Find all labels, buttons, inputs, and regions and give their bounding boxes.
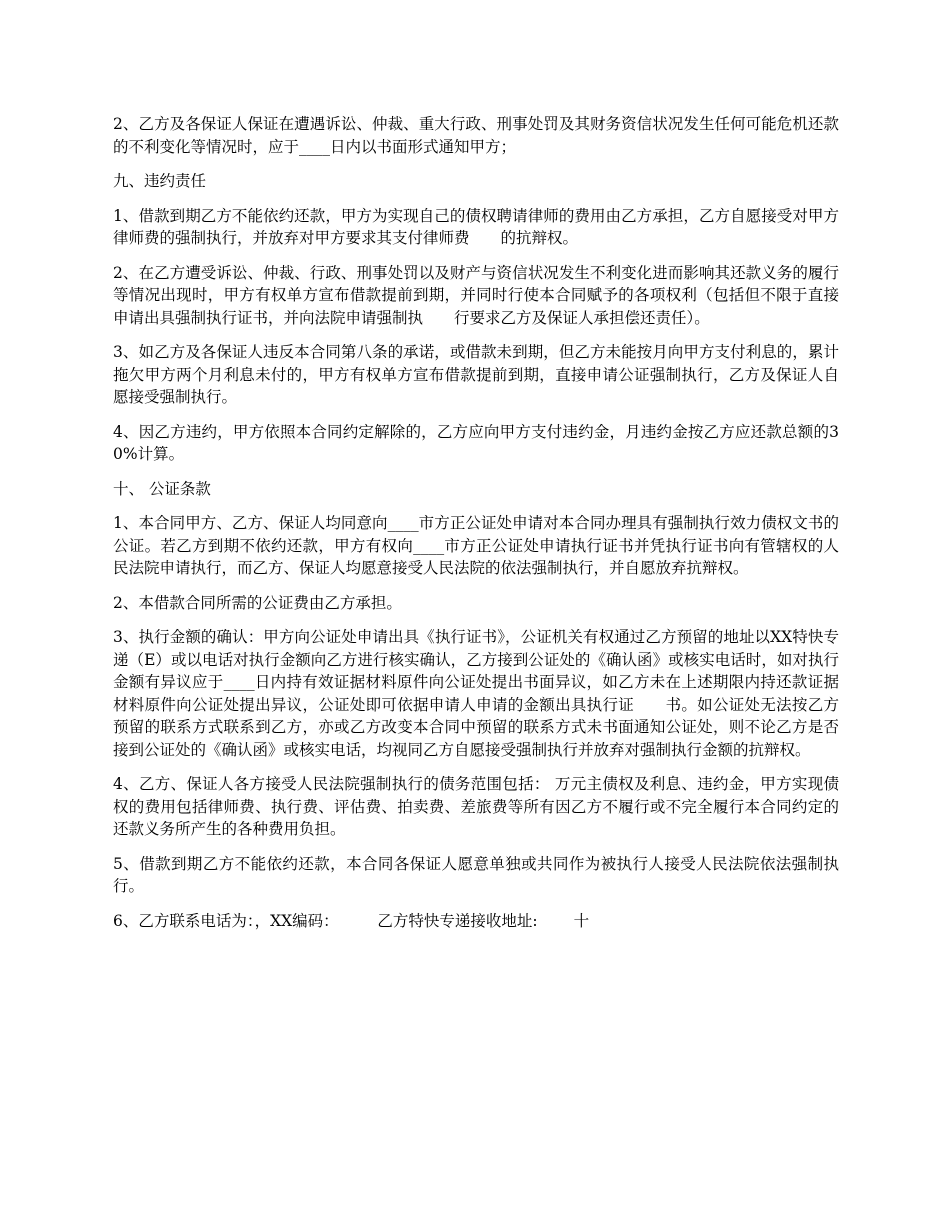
clause-10-5: 5、借款到期乙方不能依约还款，本合同各保证人愿意单独或共同作为被执行人接受人民法院依法强制执行。 bbox=[113, 854, 839, 895]
document-body bbox=[113, 113, 839, 944]
clause-9-3: 3、如乙方及各保证人违反本合同第八条的承诺，或借款未到期，但乙方未能按月向甲方支付利息的，累计拖欠甲方两个月利息未付的，甲方有权单方宣布借款提前到期，直接申请公证强制执行，乙方及保证人自愿接受强制执行。 bbox=[113, 343, 839, 406]
clause-10-1: 1、本合同甲方、乙方、保证人均同意向____市方正公证处申请对本合同办理具有强制执行效力债权文书的公证。若乙方到期不依约还款，甲方有权向____市方正公证处申请执行证书并凭执行证书向有管辖权的人民法院申请执行，而乙方、保证人均愿意接受人民法院的依法强制执行，并自愿放弃抗辩权。 bbox=[113, 514, 839, 577]
clause-9-1: 1、借款到期乙方不能依约还款，甲方为实现自己的债权聘请律师的费用由乙方承担，乙方自愿接受对甲方律师费的强制执行，并放弃对甲方要求其支付律师费 的抗辩权。 bbox=[113, 206, 839, 247]
clause-9-2: 2、在乙方遭受诉讼、仲裁、行政、刑事处罚以及财产与资信状况发生不利变化进而影响其还款义务的履行等情况出现时，甲方有权单方宣布借款提前到期，并同时行使本合同赋予的各项权利（包括但不限于直接申请出具强制执行证书，并向法院申请强制执 行要求乙方及保证人承担偿还责任）。 bbox=[113, 263, 839, 327]
section-heading-breach-liability: 九、违约责任 bbox=[113, 172, 207, 190]
clause-10-3: 3、执行金额的确认：甲方向公证处申请出具《执行证书》，公证机关有权通过乙方预留的地址以XX特快专递（E）或以电话对执行金额向乙方进行核实确认，乙方接到公证处的《确认函》或核实电话时，如对执行金额有异议应于____日内持有效证据材料原件向公证处提出书面异议，如乙方未在上述期限内持还款证据材料原件向公证处提出异议，公证处即可依据申请人申请的金额出具执行证 书。如公证处无法按乙方预留的联系方式联系到乙方，亦或乙方改变本合同中预留的联系方式未书面通知公证处，则不论乙方是否接到公证处的《确认函》或核实电话，均视同乙方自愿接受强制执行并放弃对强制执行金额的抗辩权。 bbox=[113, 628, 839, 759]
section-heading-notarization: 十、 公证条款 bbox=[113, 479, 211, 498]
clause-10-4: 4、乙方、保证人各方接受人民法院强制执行的债务范围包括： 万元主债权及利息、违约金，甲方实现债权的费用包括律师费、执行费、评估费、拍卖费、差旅费等所有因乙方不履行或不完全履行本合同约定的还款义务所产生的各种费用负担。 bbox=[113, 775, 839, 838]
clause-10-6: 6、乙方联系电话为：，XX编码： 乙方特快专递接收地址: 十 bbox=[113, 911, 590, 930]
clause-8-2: 2、乙方及各保证人保证在遭遇诉讼、仲裁、重大行政、刑事处罚及其财务资信状况发生任何可能危机还款的不利变化等情况时，应于____日内以书面形式通知甲方； bbox=[113, 115, 839, 156]
clause-9-4: 4、因乙方违约，甲方依照本合同约定解除的，乙方应向甲方支付违约金，月违约金按乙方应还款总额的30%计算。 bbox=[113, 422, 839, 463]
clause-10-2: 2、本借款合同所需的公证费由乙方承担。 bbox=[113, 593, 402, 612]
